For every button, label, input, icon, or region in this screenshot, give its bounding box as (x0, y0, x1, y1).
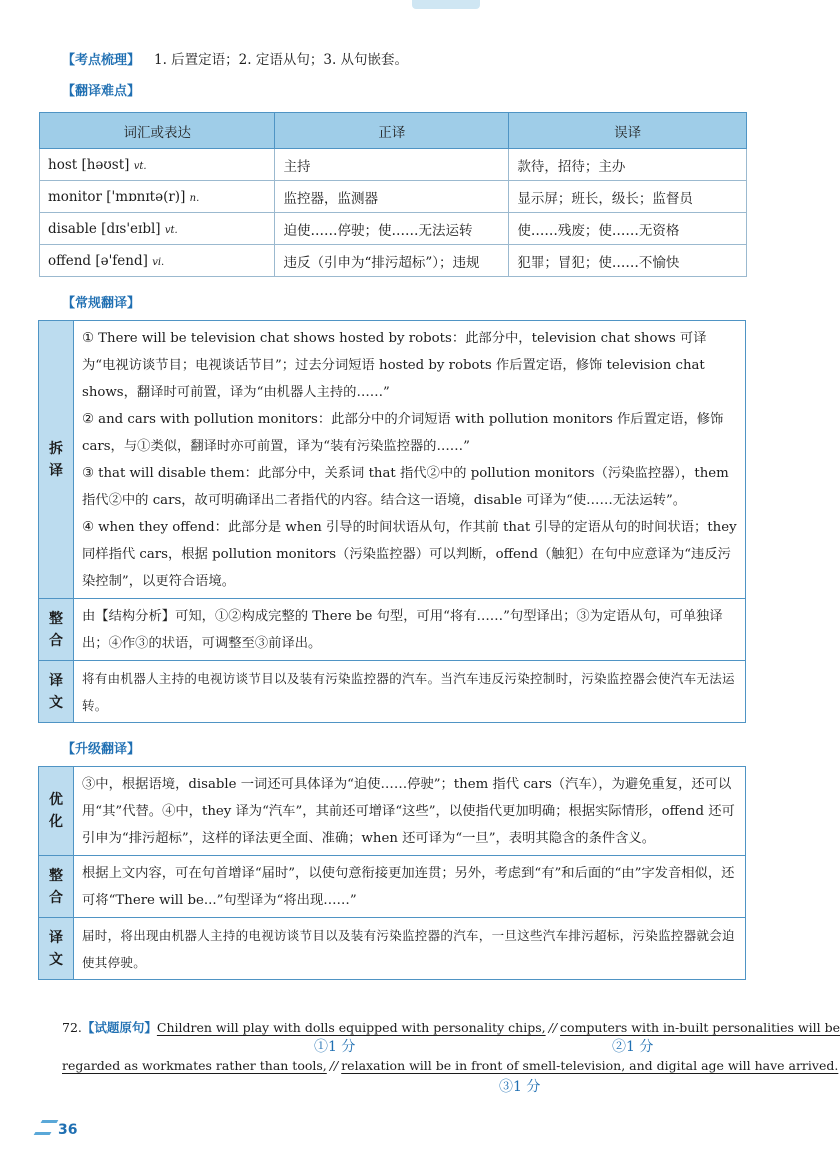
pos-text: vt. (133, 160, 147, 172)
label-char: 文 (49, 694, 63, 711)
table-row (40, 181, 747, 213)
q72-line-2 (62, 1058, 838, 1073)
you-content (74, 767, 745, 855)
label-char: 化 (49, 814, 63, 830)
vocab-wrong: 显示屏；班长，级长；监督员 (509, 181, 747, 213)
label-char: 整 (49, 610, 63, 627)
chai-item-1: ① There will be television chat shows hosted by robots：此部分中，television chat shows 可译为“电视访谈节目；电视谈话节目”；过去分词短语 hosted by robots 作后置定语，修饰 television chat shows，翻译时可前置，译为“由机器人主持的……” (82, 331, 707, 400)
q72-tag: 【试题原句】 (81, 1020, 157, 1035)
zheng-content (74, 856, 745, 917)
zheng-label (39, 856, 74, 917)
score-3: ③1 分 (499, 1079, 541, 1095)
pos-text: n. (189, 192, 200, 204)
pos-text: vt. (164, 224, 178, 236)
yi-row (39, 660, 745, 722)
page-footer (38, 1120, 77, 1138)
zheng-row (39, 855, 745, 917)
word-text: monitor ['mɒnɪtə(r)] (48, 188, 186, 205)
vocab-header-word: 词汇或表达 (40, 113, 275, 149)
label-char: 优 (49, 792, 63, 808)
difficult-points-tag: 【翻译难点】 (62, 84, 141, 99)
chai-item-4: ④ when they offend：此部分是 when 引导的时间状语从句，作其前 that 引导的定语从句的时间状语；they 同样指代 cars，根据 pollution monitors（污染监控器）可以判断，offend（触犯）在句中应意译为“违反污染控制”，以更符合语境。 (82, 520, 737, 589)
page-mark-icon (34, 1120, 59, 1135)
zheng-text: 根据上文内容，可在句首增译“届时”，以使句意衔接更加连贯；另外，考虑到“有”和后面的“由”字发音相似，还可将“There will be...”句型译为“将出现……” (82, 866, 735, 908)
exam-points-line (62, 48, 408, 68)
word-text: host [həʊst] (48, 156, 130, 173)
score-1: ①1 分 (314, 1039, 356, 1055)
q72-number: 72. (62, 1020, 82, 1035)
zheng-label (39, 599, 74, 660)
yi-label (39, 918, 74, 979)
vocab-wrong: 犯罪；冒犯；使……不愉快 (509, 245, 747, 277)
vocab-table (39, 112, 747, 277)
zheng-text: 由【结构分析】可知，①②构成完整的 There be 句型，可用“将有……”句型译出；③为定语从句，可单独译出；④作③的状语，可调整至③前译出。 (82, 609, 723, 651)
vocab-correct: 监控器，监测器 (275, 181, 509, 213)
q72-segment-2: computers with in-built personalities will be (560, 1020, 840, 1035)
exam-points-text: 1. 后置定语；2. 定语从句；3. 从句嵌套。 (154, 52, 409, 68)
top-tab-decoration (412, 0, 480, 9)
score-2: ②1 分 (612, 1039, 654, 1055)
label-char: 译 (49, 672, 63, 689)
q72-segment-3: relaxation will be in front of smell-television, and digital age will have arrived. (341, 1058, 839, 1073)
you-row (39, 767, 745, 855)
regular-translation-tag: 【常规翻译】 (62, 296, 141, 311)
upgrade-translation-tag: 【升级翻译】 (62, 742, 141, 757)
table-row (40, 149, 747, 181)
regular-translation-box (38, 320, 746, 723)
label-char: 译 (49, 462, 63, 479)
label-char: 译 (49, 929, 63, 946)
vocab-wrong: 使……残废；使……无资格 (509, 213, 747, 245)
yi-row (39, 917, 745, 979)
separator: // (329, 1058, 339, 1073)
label-char: 合 (49, 889, 63, 906)
upgrade-translation-box (38, 766, 746, 980)
q72-line-1 (62, 1018, 840, 1036)
zheng-row (39, 598, 745, 660)
vocab-correct: 主持 (275, 149, 509, 181)
word-text: disable [dɪs'eɪbl] (48, 220, 161, 237)
pos-text: vi. (152, 256, 165, 268)
yi-text: 将有由机器人主持的电视访谈节目以及装有污染监控器的汽车。当汽车违反污染控制时，污染监控器会使汽车无法运转。 (82, 671, 735, 713)
label-char: 拆 (49, 440, 63, 457)
table-row (40, 213, 747, 245)
vocab-word (40, 181, 275, 213)
you-text: ③中，根据语境，disable 一词还可具体译为“迫使……停驶”；them 指代 cars（汽车），为避免重复，还可以用“其”代替。④中，they 译为“汽车”，其前还可增译“这些”，以使指代更加明确；根据实际情形，offend 还可引申为“排污超标”，这样的译法更全面、准确；when 还可译为“一旦”，表明其隐含的条件含义。 (82, 777, 735, 846)
yi-text: 届时，将出现由机器人主持的电视访谈节目以及装有污染监控器的汽车，一旦这些汽车排污超标，污染监控器就会迫使其停驶。 (82, 928, 735, 970)
vocab-word (40, 213, 275, 245)
vocab-word (40, 245, 275, 277)
q72-segment-2b: regarded as workmates rather than tools, (62, 1058, 327, 1073)
yi-label (39, 661, 74, 722)
yi-content (74, 661, 745, 722)
chai-item-3: ③ that will disable them：此部分中，关系词 that 指代②中的 pollution monitors（污染监控器），them 指代②中的 cars，故可明确译出二者指代的内容。结合这一语境，disable 可译为“使……无法运转”。 (82, 466, 729, 508)
yi-content (74, 918, 745, 979)
chai-label (39, 321, 74, 598)
chai-row (39, 321, 745, 598)
exam-points-tag: 【考点梳理】 (62, 53, 141, 68)
vocab-header-wrong: 误译 (509, 113, 747, 149)
label-char: 文 (49, 951, 63, 968)
vocab-correct: 违反（引申为“排污超标”）；违规 (275, 245, 509, 277)
vocab-correct: 迫使……停驶；使……无法运转 (275, 213, 509, 245)
vocab-wrong: 款待，招待；主办 (509, 149, 747, 181)
label-char: 整 (49, 867, 63, 884)
table-row (40, 245, 747, 277)
chai-item-2: ② and cars with pollution monitors：此部分中的介词短语 with pollution monitors 作后置定语，修饰 cars，与①类似，翻译时亦可前置，译为“装有污染监控器的……” (82, 412, 724, 454)
word-text: offend [ə'fend] (48, 252, 148, 269)
chai-content (74, 321, 745, 598)
zheng-content (74, 599, 745, 660)
you-label (39, 767, 74, 855)
q72-segment-1: Children will play with dolls equipped with personality chips, (156, 1020, 546, 1035)
page-number: 36 (58, 1122, 78, 1138)
vocab-header-row (40, 113, 747, 149)
vocab-word (40, 149, 275, 181)
separator: // (548, 1020, 558, 1035)
label-char: 合 (49, 632, 63, 649)
vocab-header-correct: 正译 (275, 113, 509, 149)
